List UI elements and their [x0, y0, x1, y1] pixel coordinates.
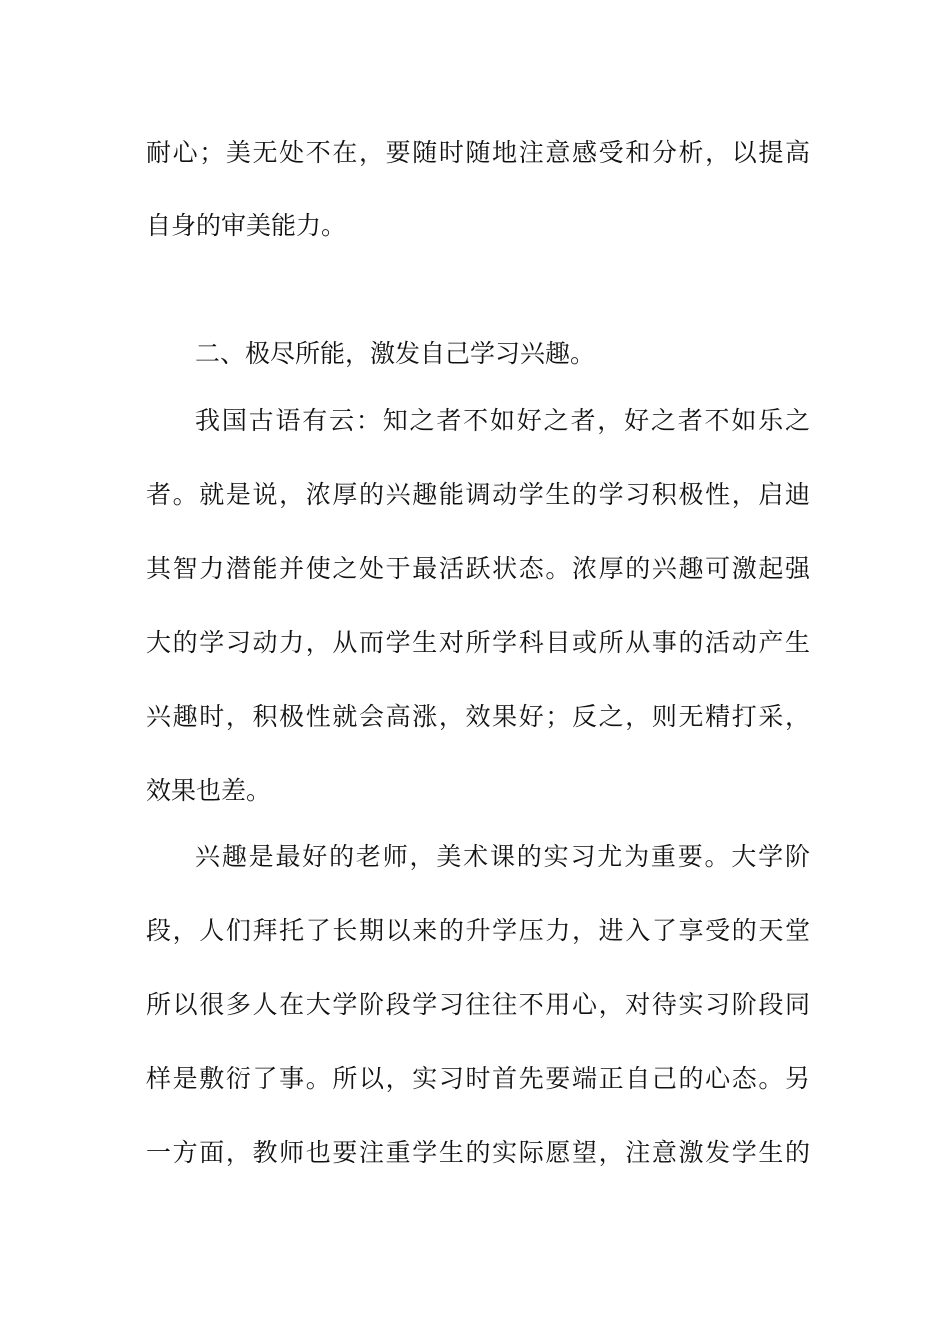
section-heading: 二、极尽所能，激发自己学习兴趣。 [195, 339, 596, 368]
text-line: 我国古语有云：知之者不如好之者，好之者不如乐之 [195, 406, 810, 435]
text-line: 者。就是说，浓厚的兴趣能调动学生的学习积极性，启迪 [146, 480, 810, 509]
text-line: 耐心；美无处不在，要随时随地注意感受和分析，以提高 [146, 138, 810, 167]
text-line: 大的学习动力，从而学生对所学科目或所从事的活动产生 [146, 628, 810, 657]
text-line: 段，人们拜托了长期以来的升学压力，进入了享受的天堂 [146, 916, 810, 945]
text-line: 一方面，教师也要注重学生的实际愿望，注意激发学生的 [146, 1138, 810, 1167]
text-line: 所以很多人在大学阶段学习往往不用心，对待实习阶段同 [146, 990, 810, 1019]
text-line: 样是敷衍了事。所以，实习时首先要端正自己的心态。另 [146, 1064, 810, 1093]
text-line: 其智力潜能并使之处于最活跃状态。浓厚的兴趣可激起强 [146, 554, 810, 583]
text-line: 效果也差。 [146, 776, 272, 805]
text-line: 兴趣时，积极性就会高涨，效果好；反之，则无精打采， [146, 702, 810, 731]
text-line: 兴趣是最好的老师，美术课的实习尤为重要。大学阶 [195, 842, 810, 871]
text-line: 自身的审美能力。 [146, 211, 347, 240]
